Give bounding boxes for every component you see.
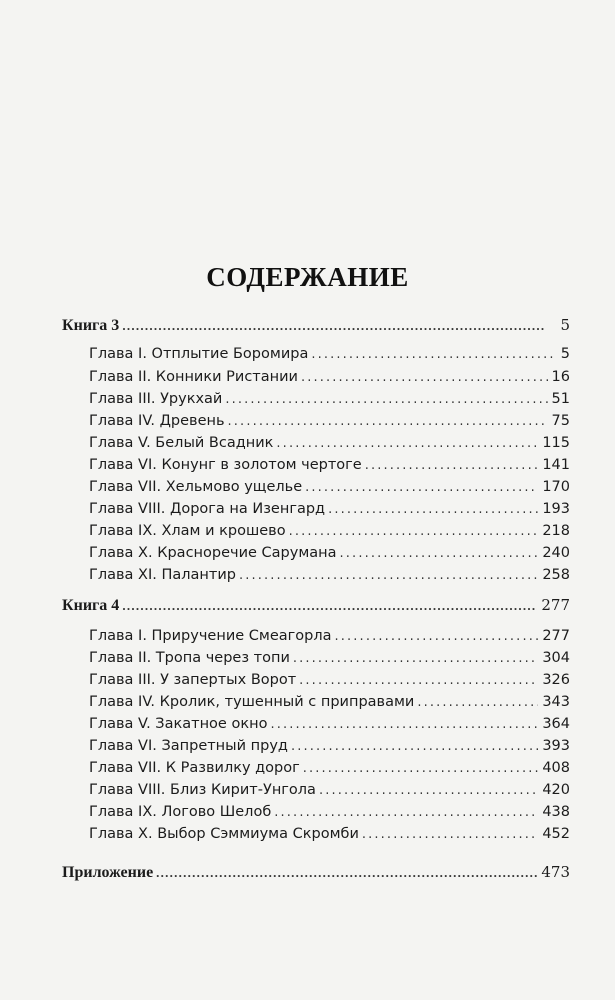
chapter-entry[interactable] xyxy=(89,501,570,523)
leader-dots xyxy=(362,827,538,842)
leader-dots xyxy=(122,598,537,614)
page-number: 5 xyxy=(560,316,570,334)
page-number: 240 xyxy=(542,545,570,561)
page-number: 75 xyxy=(551,413,570,429)
page-number: 193 xyxy=(542,501,570,517)
leader-dots xyxy=(293,651,538,666)
chapter-entry[interactable] xyxy=(89,826,570,848)
chapter-label: Глава VIII. Близ Кирит-Унгола xyxy=(89,782,316,798)
chapter-entry[interactable] xyxy=(89,346,570,368)
chapter-label: Глава I. Отплытие Боромира xyxy=(89,346,309,362)
chapter-label: Глава VII. К Развилку дорог xyxy=(89,760,300,776)
chapter-entry[interactable] xyxy=(89,413,570,435)
chapter-entry[interactable] xyxy=(89,479,570,501)
book-label: Книга 3 xyxy=(62,317,120,334)
chapter-label: Глава XI. Палантир xyxy=(89,567,236,583)
chapter-label: Глава III. У запертых Ворот xyxy=(89,672,297,688)
leader-dots xyxy=(311,347,556,362)
page-number: 258 xyxy=(542,567,570,583)
book-4-entry[interactable] xyxy=(62,596,570,618)
page-number: 408 xyxy=(542,760,570,776)
chapter-entry[interactable] xyxy=(89,523,570,545)
page-number: 5 xyxy=(560,346,570,362)
chapter-label: Глава VI. Запретный пруд xyxy=(89,738,288,754)
page-number: 343 xyxy=(542,694,570,710)
chapter-label: Глава I. Приручение Смеагорла xyxy=(89,628,332,644)
leader-dots xyxy=(417,695,538,710)
chapter-entry[interactable] xyxy=(89,435,570,457)
page-number: 277 xyxy=(541,596,570,614)
chapter-label: Глава VII. Хельмово ущелье xyxy=(89,479,303,495)
chapter-entry[interactable] xyxy=(89,545,570,567)
chapter-label: Глава X. Красноречие Сарумана xyxy=(89,545,337,561)
page-number: 304 xyxy=(542,650,570,666)
leader-dots xyxy=(239,568,538,583)
leader-dots xyxy=(319,783,538,798)
page-number: 452 xyxy=(542,826,570,842)
chapter-label: Глава VI. Конунг в золотом чертоге xyxy=(89,457,362,473)
page-number: 277 xyxy=(542,628,570,644)
chapter-entry[interactable] xyxy=(89,760,570,782)
page-number: 51 xyxy=(551,391,570,407)
appendix-label: Приложение xyxy=(62,864,154,881)
page-number: 16 xyxy=(551,369,570,385)
chapter-label: Глава IX. Логово Шелоб xyxy=(89,804,272,820)
leader-dots xyxy=(270,717,538,732)
leader-dots xyxy=(305,480,538,495)
leader-dots xyxy=(301,370,548,385)
leader-dots xyxy=(156,865,537,881)
leader-dots xyxy=(274,805,538,820)
page-title: СОДЕРЖАНИЕ xyxy=(206,262,409,292)
chapter-entry[interactable] xyxy=(89,457,570,479)
page-number: 326 xyxy=(542,672,570,688)
chapter-entry[interactable] xyxy=(89,567,570,589)
chapter-label: Глава V. Белый Всадник xyxy=(89,435,274,451)
chapter-entry[interactable] xyxy=(89,782,570,804)
chapter-label: Глава II. Конники Ристании xyxy=(89,369,298,385)
chapter-label: Глава X. Выбор Сэммиума Скромби xyxy=(89,826,359,842)
page-number: 364 xyxy=(542,716,570,732)
chapter-label: Глава II. Тропа через топи xyxy=(89,650,290,666)
leader-dots xyxy=(299,673,538,688)
page-number: 170 xyxy=(542,479,570,495)
chapter-label: Глава IV. Кролик, тушенный с приправами xyxy=(89,694,415,710)
page-number: 473 xyxy=(541,863,570,881)
leader-dots xyxy=(328,502,538,517)
page-number: 420 xyxy=(542,782,570,798)
chapter-entry[interactable] xyxy=(89,628,570,650)
leader-dots xyxy=(276,436,538,451)
chapter-entry[interactable] xyxy=(89,716,570,738)
leader-dots xyxy=(291,739,538,754)
chapter-entry[interactable] xyxy=(89,738,570,760)
leader-dots xyxy=(365,458,539,473)
chapter-entry[interactable] xyxy=(89,672,570,694)
chapter-label: Глава IX. Хлам и крошево xyxy=(89,523,286,539)
leader-dots xyxy=(122,318,556,334)
leader-dots xyxy=(335,629,539,644)
page-number: 393 xyxy=(542,738,570,754)
leader-dots xyxy=(225,392,547,407)
leader-dots xyxy=(303,761,539,776)
chapter-entry[interactable] xyxy=(89,650,570,672)
page-number: 115 xyxy=(542,435,570,451)
appendix-entry[interactable] xyxy=(62,863,570,885)
chapter-label: Глава IV. Древень xyxy=(89,413,225,429)
book-label: Книга 4 xyxy=(62,597,120,614)
chapter-label: Глава VIII. Дорога на Изенгард xyxy=(89,501,326,517)
leader-dots xyxy=(228,414,548,429)
page-number: 141 xyxy=(542,457,570,473)
page-number: 218 xyxy=(542,523,570,539)
leader-dots xyxy=(340,546,539,561)
chapter-entry[interactable] xyxy=(89,804,570,826)
chapter-entry[interactable] xyxy=(89,694,570,716)
chapter-label: Глава V. Закатное окно xyxy=(89,716,268,732)
chapter-entry[interactable] xyxy=(89,369,570,391)
leader-dots xyxy=(289,524,539,539)
chapter-label: Глава III. Урукхай xyxy=(89,391,223,407)
chapter-entry[interactable] xyxy=(89,391,570,413)
page-number: 438 xyxy=(542,804,570,820)
book-3-entry[interactable] xyxy=(62,316,570,338)
